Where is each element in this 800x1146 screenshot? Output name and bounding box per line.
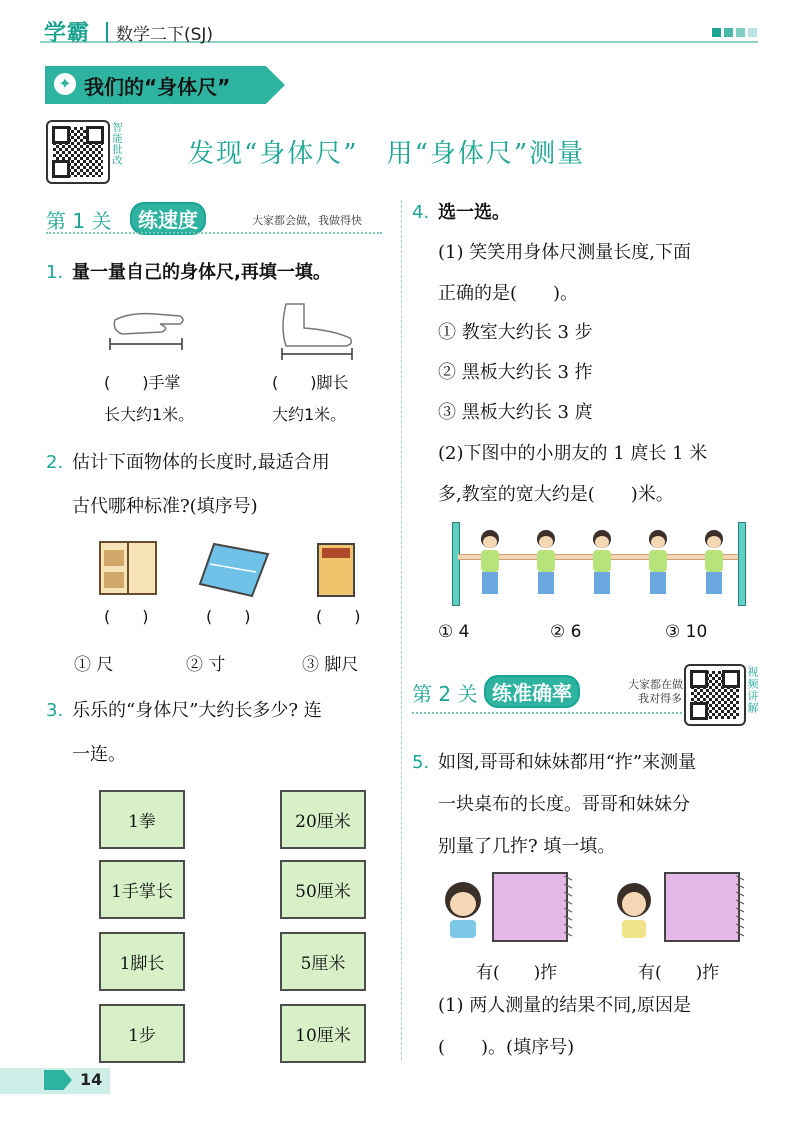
child-figure-part [593,550,611,572]
answer-blank[interactable]: ( )手掌 [104,373,181,392]
level-divider [46,232,382,234]
question-text: (2)下图中的小朋友的 1 庹长 1 米 [438,443,708,464]
qr-side-label: 智能批改 [110,122,121,166]
level-note: 大家都在做 [628,678,683,691]
page-number: 14 [80,1070,103,1089]
question-number: 3. [46,700,64,721]
question-number: 4. [412,202,430,223]
question-text: 古代哪种标准?(填序号) [72,496,258,517]
foot-illustration-icon [272,298,362,362]
connect-box-right[interactable]: 50厘米 [280,860,366,919]
connect-box-left[interactable]: 1拳 [99,790,185,849]
question-number: 2. [46,452,64,473]
pool-illustration-icon [196,540,272,600]
brand-divider [106,22,108,42]
brand-logo: 学霸 [44,21,91,46]
level-divider [412,712,682,714]
question-number: 5. [412,752,430,773]
child-figure-part [707,536,721,548]
answer-blank[interactable]: ( ) [104,607,149,626]
level-pill: 练准确率 [484,675,580,708]
option-text: ③ 10 [665,622,708,642]
subject-title: 数学二下(SJ) [116,25,214,45]
question-text: 正确的是( )。 [438,283,579,304]
fringe-icon [564,872,574,942]
option-text: ② 黑板大约长 3 拃 [438,362,593,383]
level-label: 第 2 关 [412,682,478,706]
header-square-icon [712,28,721,37]
level-note: 我对得多 [638,692,682,705]
column-divider [401,200,402,1060]
connect-box-left[interactable]: 1手掌长 [99,860,185,919]
child-figure-part [481,550,499,572]
child-figure-part [595,536,609,548]
question-text: 别量了几拃? 填一填。 [438,836,616,857]
section-title: 我们的“身体尺” [84,75,231,99]
child-figure-part [537,550,555,572]
header-square-icon [736,28,745,37]
question-number: 1. [46,262,64,283]
child-figure-part [649,550,667,572]
connect-box-right[interactable]: 5厘米 [280,932,366,991]
girl-illustration-icon [612,876,656,940]
lesson-title: 发现“身体尺” 用“身体尺”测量 [188,139,586,169]
child-figure-part [705,550,723,572]
connect-box-right[interactable]: 10厘米 [280,1004,366,1063]
option-text: ① 尺 [74,655,114,675]
answer-blank[interactable]: ( ) [206,607,251,626]
statement-text: 大约1米。 [272,405,347,424]
connect-box-left[interactable]: 1脚长 [99,932,185,991]
qr-code-icon[interactable] [46,120,110,184]
answer-blank[interactable]: ( ) [316,607,361,626]
level-note: 大家都会做，我做得快 [252,214,362,227]
hand-illustration-icon [100,300,190,360]
option-text: ② 寸 [186,655,226,675]
question-text: (1) 两人测量的结果不同,原因是 [438,995,691,1016]
connect-box-right[interactable]: 20厘米 [280,790,366,849]
cabinet-illustration-icon [98,540,158,596]
answer-blank[interactable]: 有( )拃 [476,963,558,983]
book-illustration-icon [316,542,356,598]
header-square-icon [724,28,733,37]
option-text: ① 4 [438,622,470,642]
wall-left [452,522,460,606]
child-figure-part [706,572,722,594]
option-text: ③ 脚尺 [302,655,359,675]
question-text: 一块桌布的长度。哥哥和妹妹分 [438,794,690,815]
question-text: 量一量自己的身体尺,再填一填。 [72,262,331,283]
level-label: 第 1 关 [46,209,112,233]
connect-box-left[interactable]: 1步 [99,1004,185,1063]
answer-blank[interactable]: 有( )拃 [638,963,720,983]
option-text: ③ 黑板大约长 3 庹 [438,402,593,423]
question-text: 如图,哥哥和妹妹都用“拃”来测量 [438,752,697,773]
fringe-icon [736,872,746,942]
tablecloth-right [664,872,740,942]
question-text: 选一选。 [438,202,510,223]
option-text: ② 6 [550,622,582,642]
answer-blank[interactable]: ( )。(填序号) [438,1037,575,1058]
question-text: 估计下面物体的长度时,最适合用 [72,452,330,473]
qr-code-icon[interactable] [684,664,746,726]
question-text: 乐乐的“身体尺”大约长多少? 连 [72,700,322,721]
child-figure-part [651,536,665,548]
child-figure-part [650,572,666,594]
star-icon: ✦ [54,73,76,95]
question-text: 多,教室的宽大约是( )米。 [438,484,674,505]
boy-illustration-icon [440,876,486,940]
statement-text: 长大约1米。 [104,405,195,424]
wall-right [738,522,746,606]
tablecloth-left [492,872,568,942]
child-figure-part [538,572,554,594]
child-figure-part [539,536,553,548]
question-text: 一连。 [72,744,126,765]
child-figure-part [482,572,498,594]
level-pill: 练速度 [130,202,206,235]
header-square-icon [748,28,757,37]
child-figure-part [594,572,610,594]
question-text: (1) 笑笑用身体尺测量长度,下面 [438,242,691,263]
option-text: ① 教室大约长 3 步 [438,322,593,343]
qr-side-label: 视频讲解 [746,666,759,714]
answer-blank[interactable]: ( )脚长 [272,373,349,392]
child-figure-part [483,536,497,548]
